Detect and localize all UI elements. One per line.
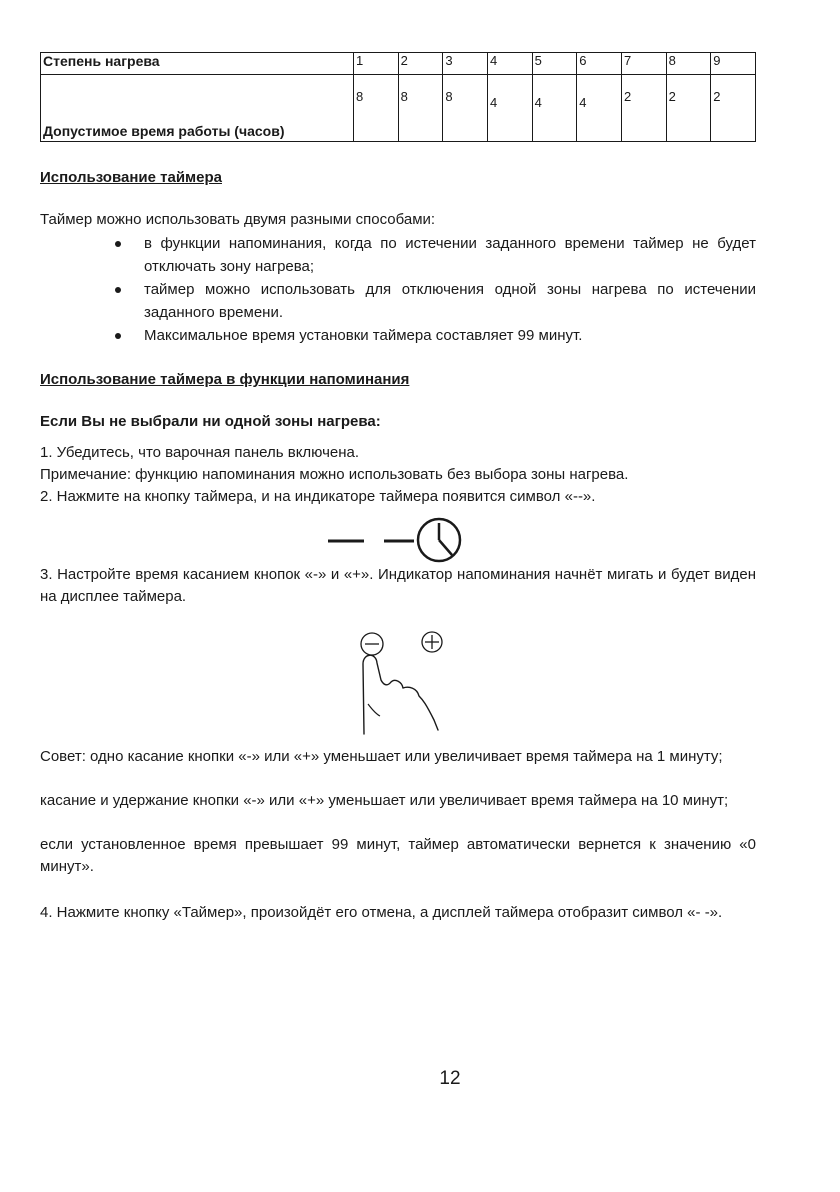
heating-time-table <box>40 52 756 142</box>
table-cell: 2 <box>398 53 443 75</box>
plus-button-icon <box>422 632 442 652</box>
table-cell: 7 <box>621 53 666 75</box>
touch-buttons-illustration <box>350 626 450 736</box>
table-cell: 4 <box>487 75 532 142</box>
table-cell: 4 <box>532 75 577 142</box>
step-2: 2. Нажмите на кнопку таймера, и на индикаторе таймера появится символ «--». <box>40 488 596 505</box>
minus-button-icon <box>361 633 383 655</box>
table-cell: 1 <box>354 53 399 75</box>
table-cell: 6 <box>577 53 622 75</box>
section-heading-timer: Использование таймера <box>40 169 222 186</box>
list-item: в функции напоминания, когда по истечении заданного времени таймер не будет отключать зону нагрева; <box>40 232 756 278</box>
tip-single-touch: Совет: одно касание кнопки «-» или «+» уменьшает или увеличивает время таймера на 1 минуту; <box>40 748 723 765</box>
table-cell: 5 <box>532 53 577 75</box>
step-4: 4. Нажмите кнопку «Таймер», произойдёт его отмена, а дисплей таймера отобразит символ «- -». <box>40 904 723 921</box>
timer-display-illustration <box>322 512 462 568</box>
table-cell: 4 <box>487 53 532 75</box>
table-cell: 3 <box>443 53 488 75</box>
table-cell: 9 <box>711 53 756 75</box>
table-cell: 8 <box>666 53 711 75</box>
note: Примечание: функцию напоминания можно использовать без выбора зоны нагрева. <box>40 466 629 483</box>
table-cell: 2 <box>621 75 666 142</box>
table-cell: 2 <box>666 75 711 142</box>
table-cell: 2 <box>711 75 756 142</box>
table-cell: 4 <box>577 75 622 142</box>
timer-modes-list <box>40 232 756 347</box>
tip-touch-hold: касание и удержание кнопки «-» или «+» уменьшает или увеличивает время таймера на 10 минут; <box>40 792 729 809</box>
operating-time-label: Допустимое время работы (часов) <box>41 75 354 142</box>
table-cell: 8 <box>354 75 399 142</box>
step-3: 3. Настройте время касанием кнопок «-» и «+». Индикатор напоминания начнёт мигать и будет виден на дисплее таймера. <box>40 566 756 605</box>
reminder-subheading: Если Вы не выбрали ни одной зоны нагрева: <box>40 413 381 430</box>
table-row <box>41 75 756 142</box>
table-cell: 8 <box>398 75 443 142</box>
finger-icon <box>363 655 438 734</box>
list-item: таймер можно использовать для отключения одной зоны нагрева по истечении заданного времени. <box>40 278 756 324</box>
table-row <box>41 53 756 75</box>
tip-limit: если установленное время превышает 99 минут, таймер автоматически вернется к значению «0 минут». <box>40 836 756 875</box>
page-number: 12 <box>439 1068 461 1089</box>
step-1: 1. Убедитесь, что варочная панель включена. <box>40 444 360 461</box>
section-heading-reminder: Использование таймера в функции напоминания <box>40 371 410 388</box>
timer-intro: Таймер можно использовать двумя разными способами: <box>40 211 436 228</box>
table-cell: 8 <box>443 75 488 142</box>
heat-level-label: Степень нагрева <box>41 53 354 75</box>
list-item: Максимальное время установки таймера составляет 99 минут. <box>40 324 756 347</box>
